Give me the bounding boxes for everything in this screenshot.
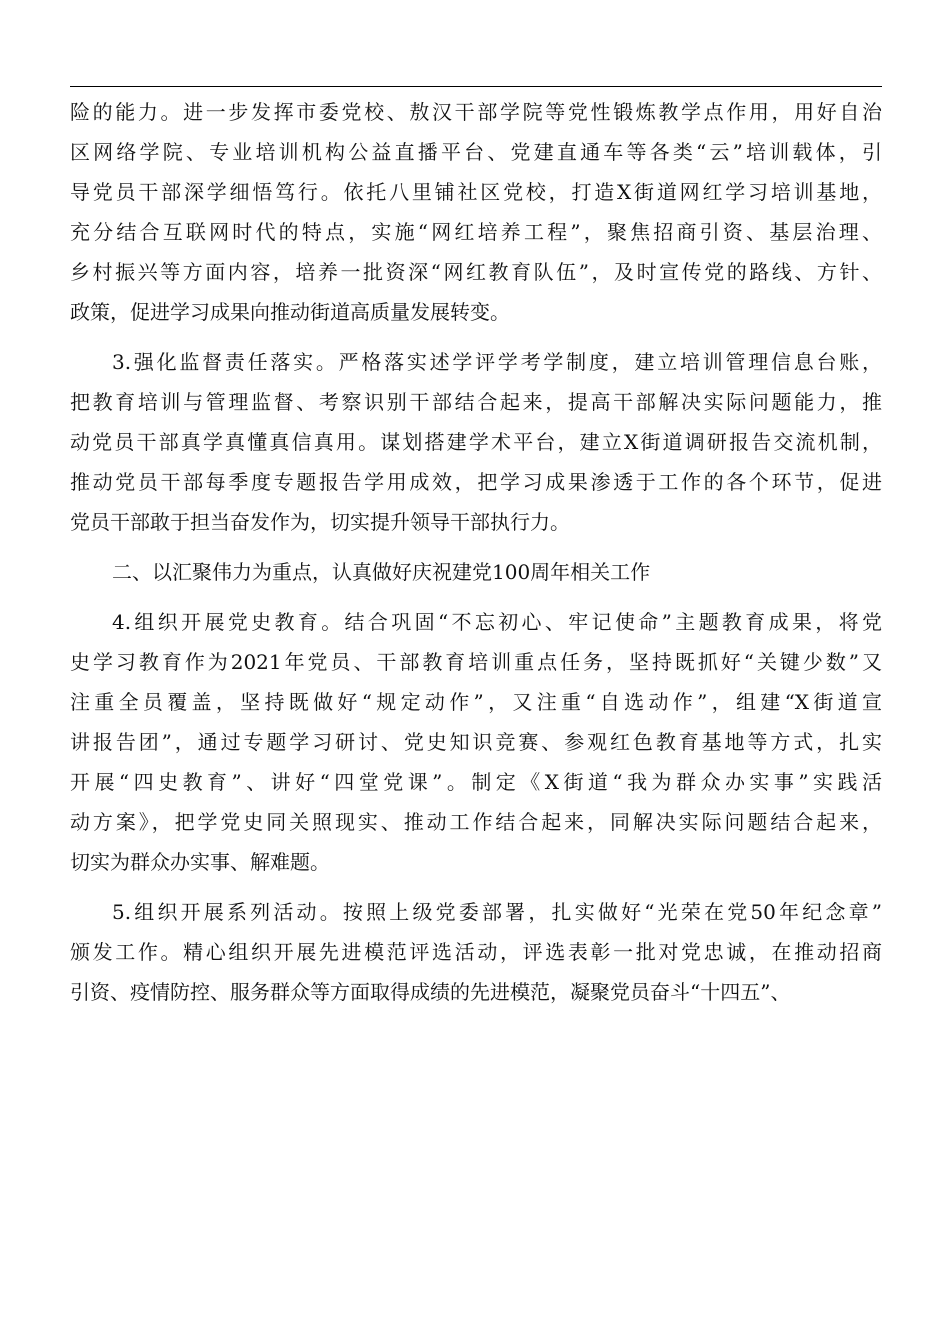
paragraph-gap — [70, 882, 882, 892]
text-line: 5.组织开展系列活动。按照上级党委部署，扎实做好“光荣在党50年纪念章” — [112, 900, 882, 924]
text-line: 党员干部敢于担当奋发作为，切实提升领导干部执行力。 — [70, 510, 570, 534]
text-line: 把教育培训与管理监督、考察识别干部结合起来，提高干部解决实际问题能力，推 — [70, 390, 882, 414]
paragraph-gap — [70, 542, 882, 552]
text-line: 险的能力。进一步发挥市委党校、敖汉干部学院等党性锻炼教学点作用，用好自治 — [70, 100, 882, 124]
section-heading — [70, 552, 882, 592]
text-line: 引资、疫情防控、服务群众等方面取得成绩的先进模范，凝聚党员奋斗“十四五”、 — [70, 980, 791, 1004]
text-line: 动方案》，把学党史同关照现实、推动工作结合起来，同解决实际问题结合起来， — [70, 810, 882, 834]
text-line: 史学习教育作为2021年党员、干部教育培训重点任务，坚持既抓好“关键少数”又 — [70, 650, 882, 674]
text-line: 乡村振兴等方面内容，培养一批资深“网红教育队伍”，及时宣传党的路线、方针、 — [70, 260, 882, 284]
paragraph-gap — [70, 332, 882, 342]
text-line: 区网络学院、专业培训机构公益直播平台、党建直通车等各类“云”培训载体，引 — [70, 140, 882, 164]
text-line: 开展“四史教育”、讲好“四堂党课”。制定《X街道“我为群众办实事”实践活 — [70, 770, 882, 794]
document-body — [70, 92, 882, 1012]
text-line: 二、以汇聚伟力为重点，认真做好庆祝建党100周年相关工作 — [112, 560, 651, 584]
text-line: 推动党员干部每季度专题报告学用成效，把学习成果渗透于工作的各个环节，促进 — [70, 470, 882, 494]
text-line: 讲报告团”，通过专题学习研讨、党史知识竞赛、参观红色教育基地等方式，扎实 — [70, 730, 882, 754]
text-line: 动党员干部真学真懂真信真用。谋划搭建学术平台，建立X街道调研报告交流机制， — [70, 430, 882, 454]
paragraph — [70, 602, 882, 882]
text-line: 颁发工作。精心组织开展先进模范评选活动，评选表彰一批对党忠诚，在推动招商 — [70, 940, 882, 964]
text-line: 3.强化监督责任落实。严格落实述学评学考学制度，建立培训管理信息台账， — [112, 350, 882, 374]
text-line: 充分结合互联网时代的特点，实施“网红培养工程”，聚焦招商引资、基层治理、 — [70, 220, 882, 244]
header-rule — [70, 86, 882, 87]
paragraph — [70, 92, 882, 332]
paragraph — [70, 892, 882, 1012]
text-line: 注重全员覆盖，坚持既做好“规定动作”，又注重“自选动作”，组建“X街道宣 — [70, 690, 882, 714]
text-line: 4.组织开展党史教育。结合巩固“不忘初心、牢记使命”主题教育成果，将党 — [112, 610, 882, 634]
paragraph-gap — [70, 592, 882, 602]
text-line: 政策，促进学习成果向推动街道高质量发展转变。 — [70, 300, 510, 324]
text-line: 导党员干部深学细悟笃行。依托八里铺社区党校，打造X街道网红学习培训基地， — [70, 180, 882, 204]
paragraph — [70, 342, 882, 542]
text-line: 切实为群众办实事、解难题。 — [70, 850, 330, 874]
